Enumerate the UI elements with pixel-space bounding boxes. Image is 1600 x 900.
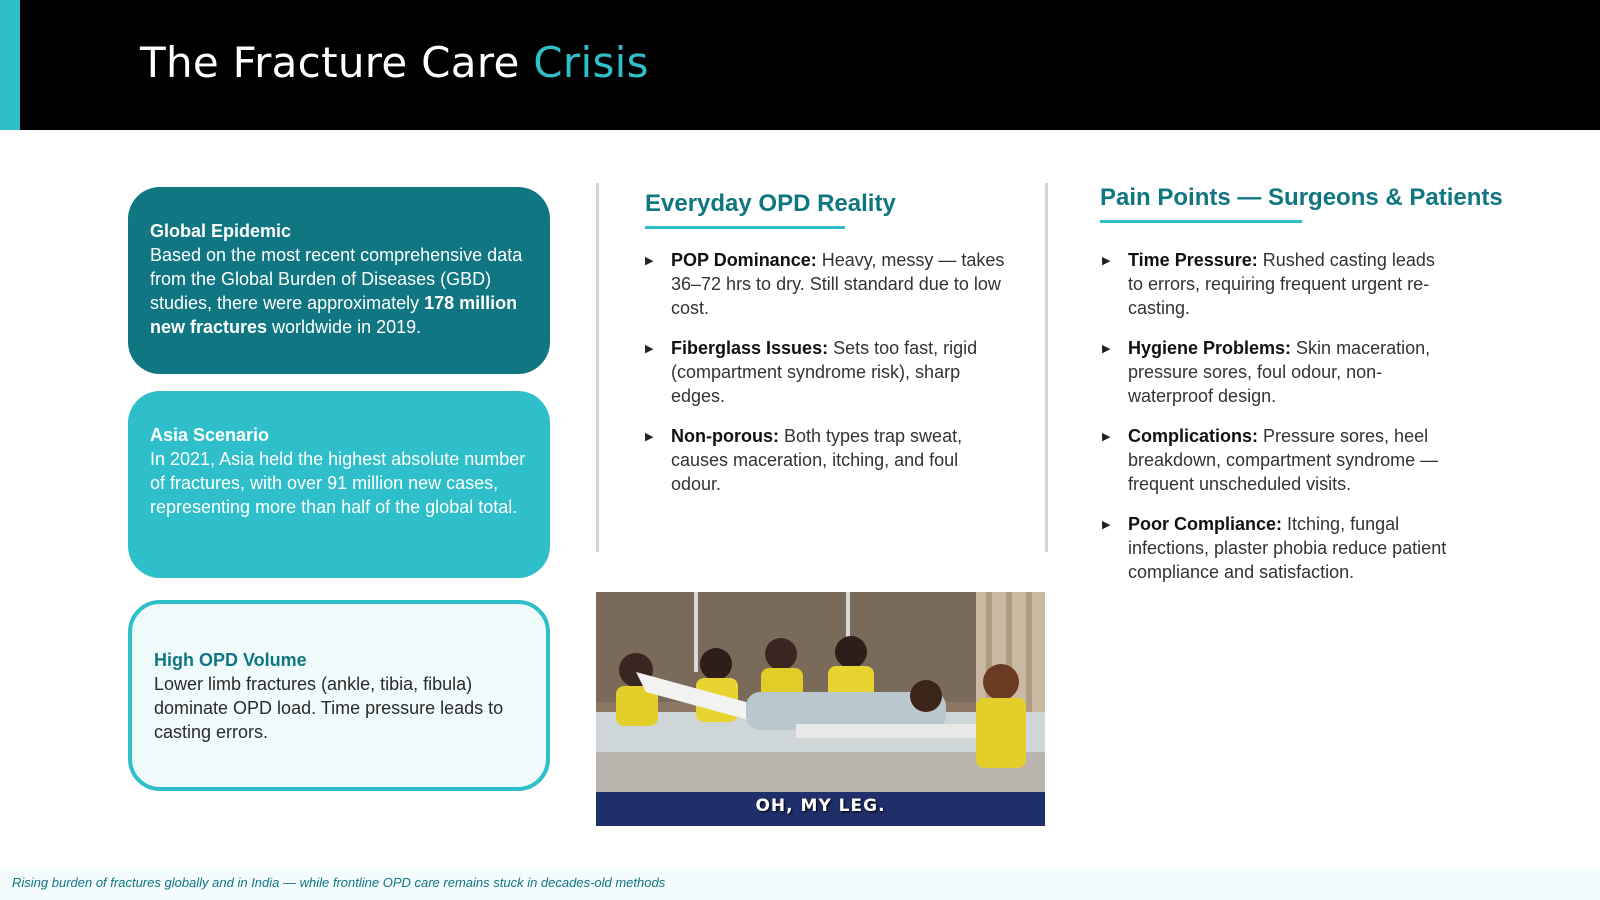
heading-text: Everyday OPD Reality [645,190,896,217]
card-text: worldwide in 2019. [267,317,422,337]
item-text: Itching, fungal infections, plaster phobia reduce patient compliance and satisfaction. [1128,514,1447,582]
item-label: Time Pressure: [1128,250,1258,270]
image-caption: OH, MY LEG. [755,796,886,816]
bullet-arrow-icon: ▶ [645,255,654,267]
hospital-scene-image [596,592,1045,826]
bullet-arrow-icon: ▶ [1102,343,1111,355]
item-label: Poor Compliance: [1128,514,1283,534]
item-text: Both types trap sweat, causes maceration, itching, and foul odour. [671,426,963,494]
card-title: Asia Scenario [150,425,270,445]
footer-text: Rising burden of fractures globally and in India — while frontline OPD care remains stuck in decades-old methods [12,875,666,890]
heading-underline [645,226,845,229]
hospital-scene-illustration [596,592,1045,826]
card-high-opd-volume [128,600,550,791]
pain-points-list [1102,248,1452,600]
column-divider [1045,183,1048,552]
list-item [645,248,1005,320]
card-title: High OPD Volume [154,650,307,670]
heading-text: Pain Points — Surgeons & Patients [1100,184,1503,211]
item-text: Sets too fast, rigid (compartment syndrome risk), sharp edges. [671,338,978,406]
bullet-arrow-icon: ▶ [1102,431,1111,443]
bullet-arrow-icon: ▶ [1102,519,1111,531]
title-main: The Fracture Care [140,38,534,87]
list-item [1102,336,1452,408]
opd-reality-list [645,248,1005,512]
item-text: Skin maceration, pressure sores, foul odour, non-waterproof design. [1128,338,1431,406]
slide-title [140,38,649,87]
slide-footer [0,868,1600,900]
pain-points-heading [1100,184,1503,223]
list-item [645,336,1005,408]
item-text: Heavy, messy — takes 36–72 hrs to dry. Still standard due to low cost. [671,250,1005,318]
column-divider [596,183,599,552]
list-item [1102,424,1452,496]
opd-reality-heading [645,190,896,229]
card-text: Lower limb fractures (ankle, tibia, fibula) dominate OPD load. Time pressure leads to casting errors. [154,674,504,742]
item-label: Complications: [1128,426,1259,446]
item-text: Pressure sores, heel breakdown, compartment syndrome — frequent unscheduled visits. [1128,426,1439,494]
list-item [1102,512,1452,584]
header-accent-bar [0,0,20,130]
heading-underline [1100,220,1302,223]
item-label: Hygiene Problems: [1128,338,1292,358]
bullet-arrow-icon: ▶ [645,343,654,355]
title-highlight: Crisis [533,38,649,87]
item-label: POP Dominance: [671,250,817,270]
bullet-arrow-icon: ▶ [1102,255,1111,267]
card-text-bold: 178 million new fractures [150,293,518,337]
item-label: Non-porous: [671,426,779,446]
list-item [1102,248,1452,320]
card-text: In 2021, Asia held the highest absolute number of fractures, with over 91 million new cases, representing more than half of the global total. [150,449,526,517]
item-text: Rushed casting leads to errors, requiring frequent urgent re-casting. [1128,250,1435,318]
slide-header [0,0,1600,130]
item-label: Fiberglass Issues: [671,338,829,358]
bullet-arrow-icon: ▶ [645,431,654,443]
list-item [645,424,1005,496]
card-text: Based on the most recent comprehensive data from the Global Burden of Diseases (GBD) studies, there were approximately [150,245,523,313]
card-global-epidemic [128,187,550,374]
card-asia-scenario [128,391,550,578]
card-title: Global Epidemic [150,221,292,241]
